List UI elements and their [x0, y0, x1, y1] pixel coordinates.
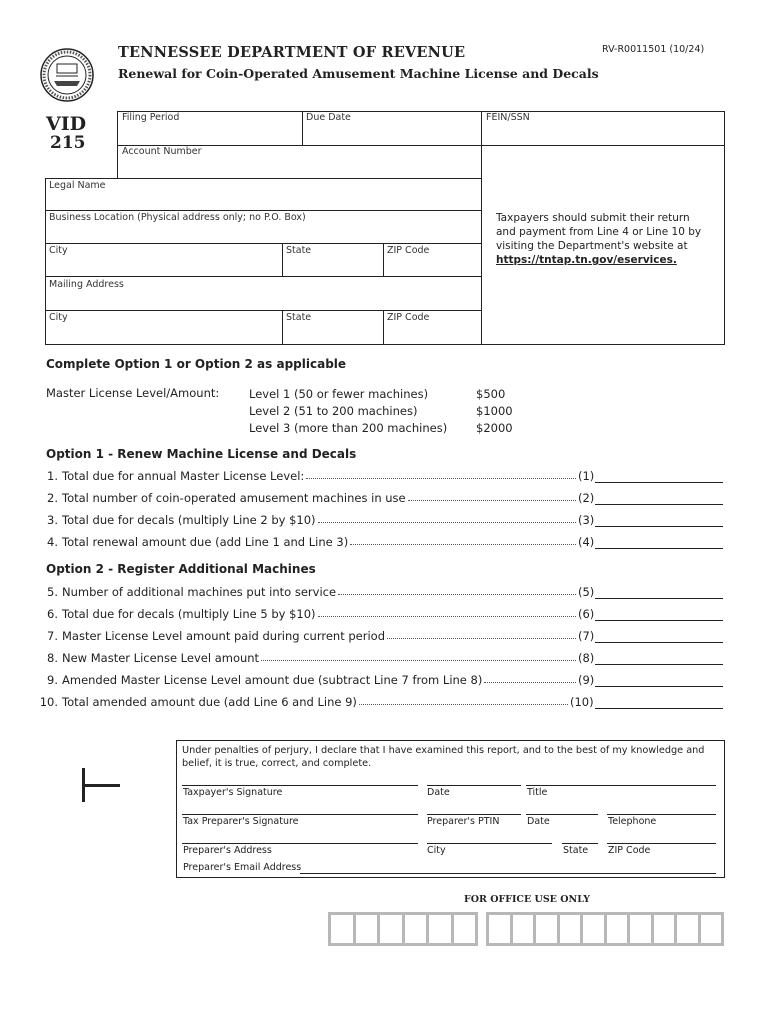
line-number: 5. — [47, 585, 58, 599]
office-use-cell — [513, 915, 534, 943]
preparer-email-field[interactable]: Preparer's Email Address — [183, 862, 302, 873]
line-code: (1) — [578, 469, 595, 483]
leader-dots — [350, 544, 576, 545]
line-description: Total renewal amount due (add Line 1 and Line 3) — [62, 535, 349, 549]
level-name: Level 1 (50 or fewer machines) — [249, 387, 429, 401]
level-name: Level 3 (more than 200 machines) — [249, 421, 448, 435]
line-code: (6) — [578, 607, 595, 621]
amount-field[interactable] — [595, 548, 723, 549]
amount-field[interactable] — [595, 504, 723, 505]
office-use-cell — [489, 915, 510, 943]
form-line — [38, 535, 728, 553]
zip-field[interactable]: ZIP Code — [387, 245, 430, 256]
vid-code: VID — [46, 113, 87, 135]
leader-dots — [408, 500, 576, 501]
office-use-cell — [701, 915, 722, 943]
declaration-text: Under penalties of perjury, I declare that I have examined this report, and to the best of my knowledge and belief, it is true, correct, and complete. — [182, 745, 705, 769]
office-use-boxes-right — [486, 912, 724, 946]
line-description: Total amended amount due (add Line 6 and Line 9) — [62, 695, 357, 709]
line-code: (5) — [578, 585, 595, 599]
title-field[interactable]: Title — [527, 787, 548, 798]
line-description: Number of additional machines put into service — [62, 585, 337, 599]
form-line — [38, 651, 728, 669]
preparer-state-field[interactable]: State — [563, 845, 589, 856]
office-use-cell — [560, 915, 581, 943]
line-code: (2) — [578, 491, 595, 505]
line-code: (3) — [578, 513, 595, 527]
preparer-address-field[interactable]: Preparer's Address — [183, 845, 272, 856]
line-number: 3. — [47, 513, 58, 527]
leader-dots — [338, 594, 576, 595]
form-line — [38, 673, 728, 691]
mailing-city-field[interactable]: City — [49, 312, 68, 323]
office-use-cell — [331, 915, 353, 943]
form-line — [38, 629, 728, 647]
office-use-cell — [654, 915, 675, 943]
arrow-mark — [82, 768, 122, 804]
preparer-city-field[interactable]: City — [427, 845, 446, 856]
office-use-label: FOR OFFICE USE ONLY — [464, 894, 591, 905]
line-description: Master License Level amount paid during current period — [62, 629, 386, 643]
eservices-link[interactable]: https://tntap.tn.gov/eservices. — [496, 254, 677, 266]
office-use-cell — [380, 915, 402, 943]
leader-dots — [387, 638, 576, 639]
amount-field[interactable] — [595, 686, 723, 687]
line-number: 1. — [47, 469, 58, 483]
form-line — [38, 491, 728, 509]
line-number: 10. — [39, 695, 58, 709]
form-number: RV-R0011501 (10/24) — [602, 44, 705, 55]
legal-name-field[interactable]: Legal Name — [49, 180, 106, 191]
account-number-field[interactable]: Account Number — [122, 146, 202, 157]
office-use-cell — [607, 915, 628, 943]
mailing-zip-field[interactable]: ZIP Code — [387, 312, 430, 323]
filing-period-field[interactable]: Filing Period — [122, 112, 180, 123]
option2-heading: Option 2 - Register Additional Machines — [46, 562, 316, 576]
line-code: (9) — [578, 673, 595, 687]
form-line — [38, 585, 728, 603]
level-amount: $2000 — [476, 421, 513, 435]
amount-field[interactable] — [595, 598, 723, 599]
office-use-cell — [429, 915, 451, 943]
preparer-date-field[interactable]: Date — [527, 816, 550, 827]
line-description: New Master License Level amount — [62, 651, 260, 665]
mailing-address-field[interactable]: Mailing Address — [49, 279, 124, 290]
office-use-cell — [405, 915, 427, 943]
line-code: (10) — [570, 695, 594, 709]
master-license-levels — [249, 386, 549, 437]
master-license-label: Master License Level/Amount: — [46, 386, 220, 400]
line-number: 2. — [47, 491, 58, 505]
line-description: Amended Master License Level amount due (subtract Line 7 from Line 8) — [62, 673, 483, 687]
leader-dots — [306, 478, 576, 479]
line-description: Total due for decals (multiply Line 2 by $10) — [62, 513, 316, 527]
amount-field[interactable] — [595, 526, 723, 527]
office-use-cell — [356, 915, 378, 943]
office-use-cell — [677, 915, 698, 943]
leader-dots — [484, 682, 576, 683]
business-location-field[interactable]: Business Location (Physical address only; no P.O. Box) — [49, 212, 306, 223]
line-code: (8) — [578, 651, 595, 665]
fein-ssn-field[interactable]: FEIN/SSN — [486, 112, 530, 123]
form-line — [38, 695, 728, 713]
office-use-cell — [583, 915, 604, 943]
office-use-cell — [536, 915, 557, 943]
level-name: Level 2 (51 to 200 machines) — [249, 404, 418, 418]
line-description: Total due for annual Master License Level: — [62, 469, 305, 483]
amount-field[interactable] — [595, 708, 723, 709]
line-number: 7. — [47, 629, 58, 643]
taxpayer-signature-field[interactable]: Taxpayer's Signature — [183, 787, 283, 798]
due-date-field[interactable]: Due Date — [306, 112, 351, 123]
form-title: Renewal for Coin-Operated Amusement Machine License and Decals — [118, 66, 599, 81]
office-use-cell — [454, 915, 476, 943]
office-use-boxes-left — [328, 912, 478, 946]
form-line — [38, 469, 728, 487]
amount-field[interactable] — [595, 642, 723, 643]
state-seal-logo — [40, 48, 94, 102]
form-line — [38, 513, 728, 531]
department-name: TENNESSEE DEPARTMENT OF REVENUE — [118, 44, 466, 61]
level-amount: $500 — [476, 387, 506, 401]
notice-body: Taxpayers should submit their return and payment from Line 4 or Line 10 by visiting the Department's website at — [496, 212, 702, 252]
line-number: 9. — [47, 673, 58, 687]
line-number: 8. — [47, 651, 58, 665]
telephone-field[interactable]: Telephone — [608, 816, 657, 827]
preparer-zip-field[interactable]: ZIP Code — [608, 845, 651, 856]
taxpayer-date-field[interactable]: Date — [427, 787, 450, 798]
leader-dots — [359, 704, 568, 705]
level-2 — [249, 403, 549, 420]
leader-dots — [318, 522, 576, 523]
notice-text — [496, 211, 711, 267]
amount-field[interactable] — [595, 482, 723, 483]
level-1 — [249, 386, 549, 403]
preparer-ptin-field[interactable]: Preparer's PTIN — [427, 816, 500, 827]
mailing-state-field[interactable]: State — [286, 312, 312, 323]
state-field[interactable]: State — [286, 245, 312, 256]
amount-field[interactable] — [595, 664, 723, 665]
level-amount: $1000 — [476, 404, 513, 418]
line-number: 4. — [47, 535, 58, 549]
amount-field[interactable] — [595, 620, 723, 621]
options-heading: Complete Option 1 or Option 2 as applicable — [46, 357, 347, 371]
line-description: Total due for decals (multiply Line 5 by $10) — [62, 607, 316, 621]
vid-number: 215 — [50, 133, 86, 153]
leader-dots — [318, 616, 576, 617]
line-number: 6. — [47, 607, 58, 621]
office-use-cell — [630, 915, 651, 943]
line-description: Total number of coin-operated amusement machines in use — [62, 491, 406, 505]
level-3 — [249, 420, 549, 437]
preparer-signature-field[interactable]: Tax Preparer's Signature — [183, 816, 299, 827]
leader-dots — [261, 660, 576, 661]
option1-heading: Option 1 - Renew Machine License and Decals — [46, 447, 357, 461]
line-code: (7) — [578, 629, 595, 643]
line-code: (4) — [578, 535, 595, 549]
form-line — [38, 607, 728, 625]
city-field[interactable]: City — [49, 245, 68, 256]
